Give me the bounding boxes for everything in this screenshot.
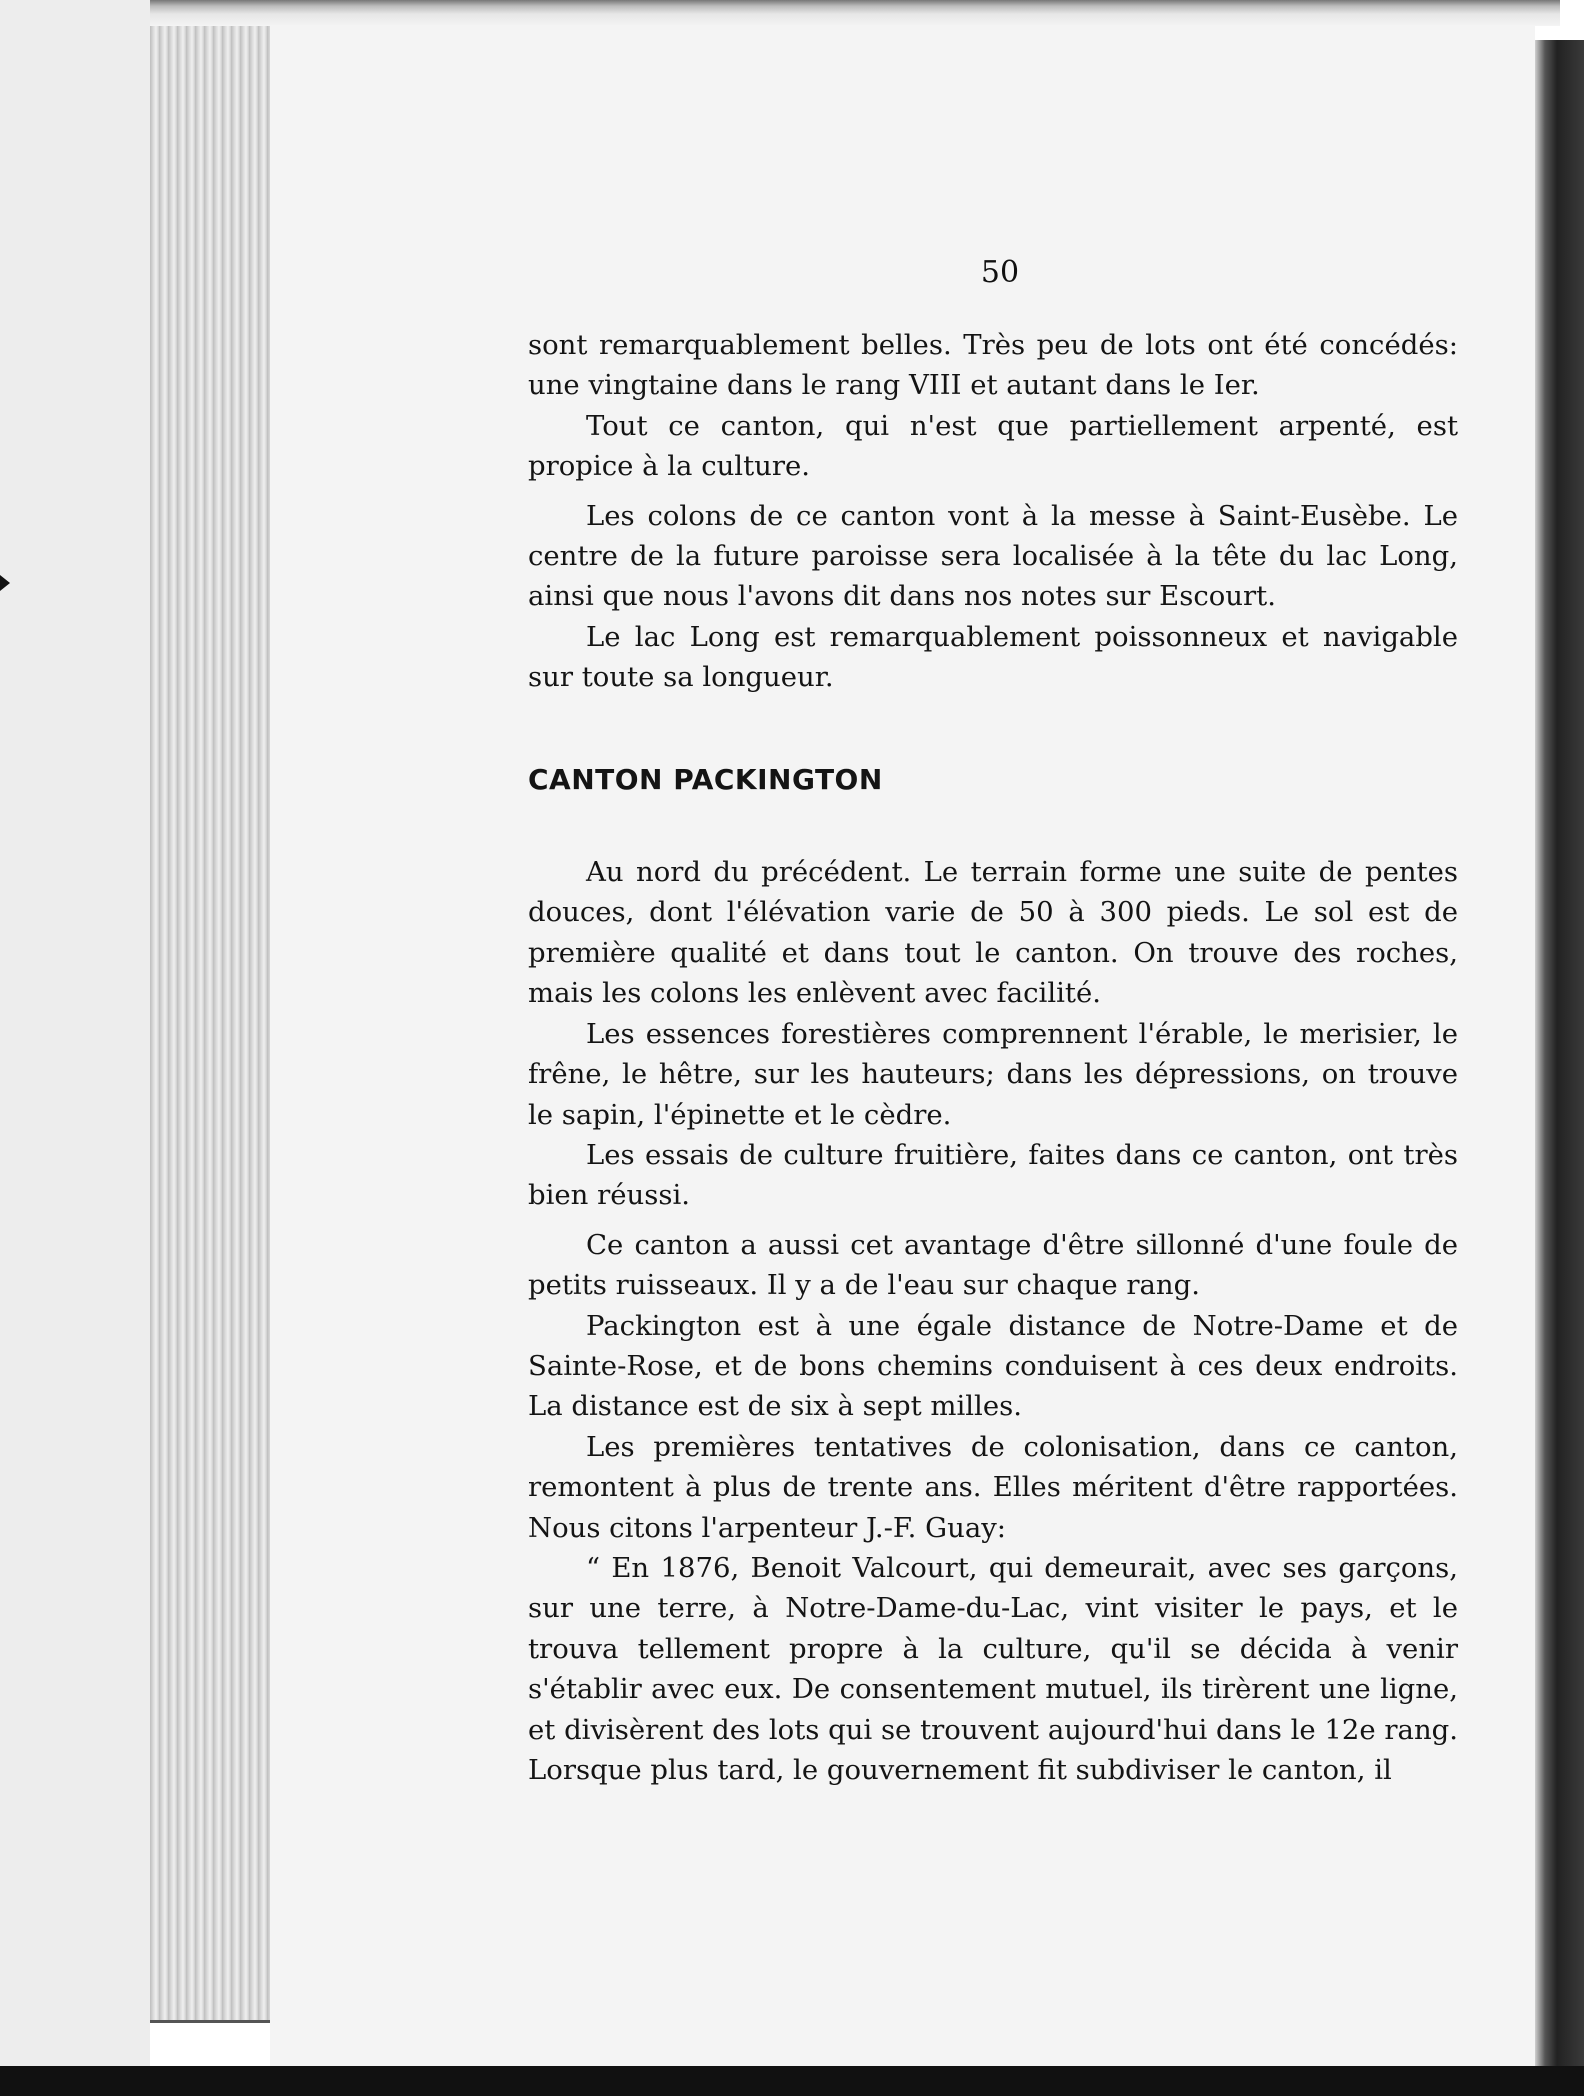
paragraph: sont remarquablement belles. Très peu de lots ont été concédés: une vingtaine dans le rang VIII et autant dans le Ier.: [528, 329, 1458, 402]
scan-left-margin: [0, 0, 150, 2096]
page-number: 50: [980, 255, 1020, 290]
paragraph: Les colons de ce canton vont à la messe à Saint-Eusèbe. Le centre de la future paroisse sera localisée à la tête du lac Long, ainsi que nous l'avons dit dans nos notes sur Escourt.: [528, 499, 1458, 613]
quoted-paragraph: “ En 1876, Benoit Valcourt, qui demeurait, avec ses garçons, sur une terre, à Notre-Dame-du-Lac, vint visiter le pays, et le trouva tellement propre à la culture, qu'il se décida à venir s'établir avec eux. De consentement mutuel, ils tirèrent une ligne, et divisèrent des lots qui se trouvent aujourd'hui dans le 12e rang. Lorsque plus tard, le gouvernement fit subdiviser le canton, il: [528, 1551, 1459, 1786]
page-edges: [150, 0, 270, 2023]
margin-marker: [0, 575, 10, 591]
book-spine-shadow: [1535, 40, 1584, 2096]
section-heading: CANTON PACKINGTON: [528, 762, 883, 796]
scan-bottom-band: [0, 2066, 1584, 2096]
paragraph: Les essences forestières comprennent l'érable, le merisier, le frêne, le hêtre, sur les hauteurs; dans les dépressions, on trouve le sapin, l'épinette et le cèdre.: [528, 1017, 1458, 1131]
paragraph: Tout ce canton, qui n'est que partiellement arpenté, est propice à la culture.: [528, 409, 1458, 483]
paragraph: Ce canton a aussi cet avantage d'être sillonné d'une foule de petits ruisseaux. Il y a de l'eau sur chaque rang.: [528, 1228, 1458, 1302]
paragraph: Packington est à une égale distance de Notre-Dame et de Sainte-Rose, et de bons chemins conduisent à ces deux endroits. La distance est de six à sept milles.: [528, 1309, 1458, 1423]
page-top-edge: [150, 0, 1560, 26]
page-text: [528, 325, 1458, 1790]
paragraph: Au nord du précédent. Le terrain forme une suite de pentes douces, dont l'élévation varie de 50 à 300 pieds. Le sol est de première qualité et dans tout le canton. On trouve des roches, mais les colons les enlèvent avec facilité.: [528, 856, 1458, 1010]
paragraph: Les essais de culture fruitière, faites dans ce canton, ont très bien réussi.: [528, 1138, 1458, 1212]
paragraph: Le lac Long est remarquablement poissonneux et navigable sur toute sa longueur.: [528, 620, 1458, 694]
paragraph: Les premières tentatives de colonisation, dans ce canton, remontent à plus de trente ans. Elles méritent d'être rapportées. Nous citons l'arpenteur J.-F. Guay:: [528, 1430, 1458, 1544]
